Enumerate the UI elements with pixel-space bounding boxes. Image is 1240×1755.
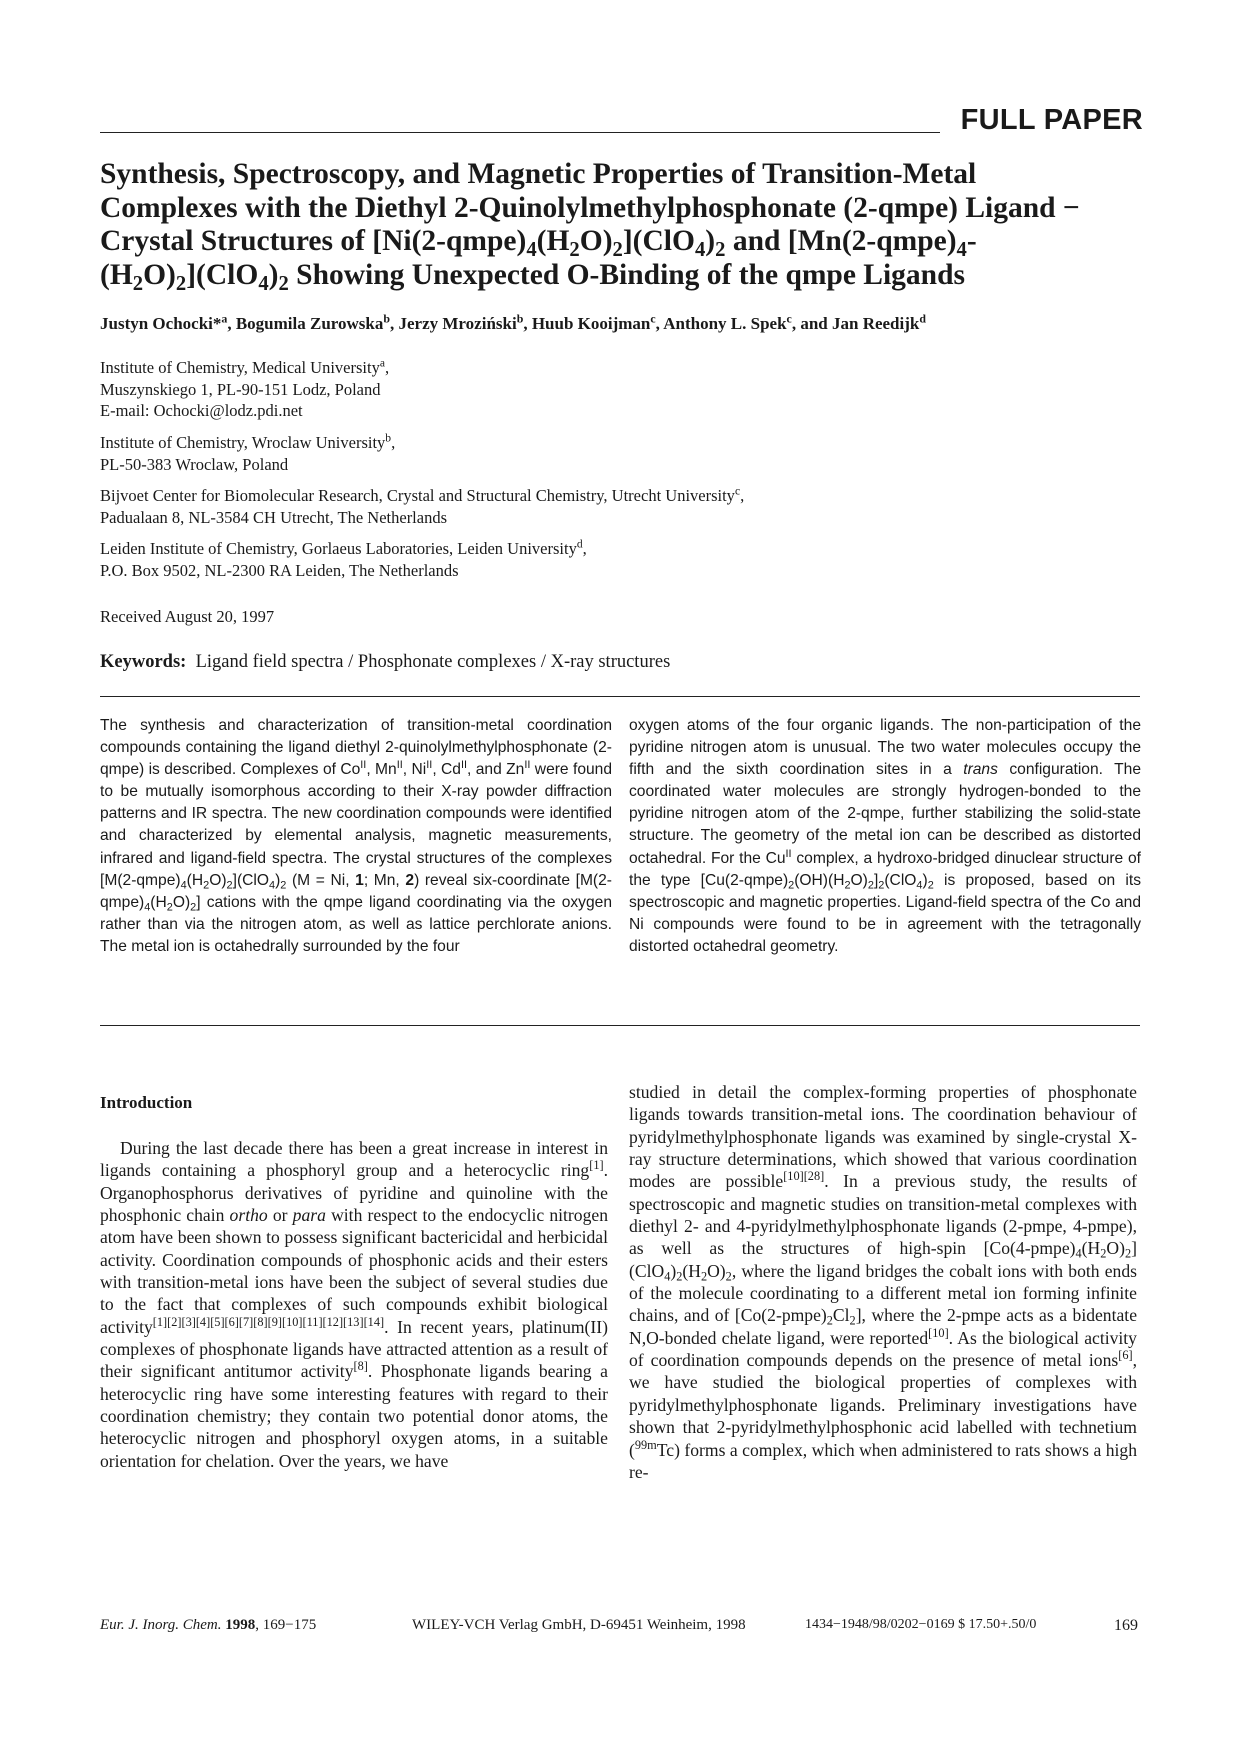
author: Justyn Ochocki* (100, 314, 222, 333)
abstract-left-column: The synthesis and characterization of transition-metal coordination compounds containing the ligand diethyl 2-quinolylmethylphosphonate (2-qmpe) is described. Complexes of $Co^{II}$, $Mn^{II}$, $Ni^{II}$, $Cd^{II}$, and $Zn^{II}$ were found to be mutually isomorphous according to their X-ray powder diffraction patterns and IR spectra. The new coordination compounds were identified and characterized by elemental analysis, magnetic measurements, infrared and ligand-field spectra. The crystal structures of the complexes $[M(2-qmpe)_4(H_2O)_2](ClO_4)_2$ (M = Ni, 1; Mn, 2) reveal six-coordinate $[M(2-qmpe)_4(H_2O)_2]$ cations with the qmpe ligand coordinating via the oxygen rather than via the nitrogen atom, as well as lattice perchlorate anions. The metal ion is octahedrally surrounded by the four (100, 717, 613, 955)
author: Jerzy Mroziński (398, 314, 517, 333)
title-line-3: Crystal Structures of $[Ni(2-qmpe)_4(H_2O)_2](ClO_4)_2$ and [$Mn(2-qmpe)_4-$ (100, 225, 977, 262)
affiliation-d: Leiden Institute of Chemistry, Gorlaeus Laboratories, Leiden University$^d$, P.O. Box 9502, NL-2300 RA Leiden, The Netherlands (100, 538, 587, 580)
affiliation-c: Bijvoet Center for Biomolecular Research, Crystal and Structural Chemistry, Utrecht University$^c$, Padualaan 8, NL-3584 CH Utrecht, The Netherlands (100, 485, 745, 527)
keywords: Keywords: Ligand field spectra / Phosphonate complexes / X-ray structures (100, 652, 671, 672)
divider-top (100, 696, 1140, 697)
author-list: Justyn Ochocki*$^a$, Bogumila Zurowska$^b$, Jerzy Mroziński$^b$, Huub Kooijman$^c$, Anthony L. Spek$^c$, and Jan Reedijk$^d$ (100, 311, 926, 333)
intro-right-column: studied in detail the complex-forming properties of phosphonate ligands towards transition-metal ions. The coordination behaviour of pyridylmethylphosphonate ligands was examined by single-crystal X-ray structure determinations, which showed that various coordination modes are possible[10][28]. In a previous study, the results of spectroscopic and magnetic studies on transition-metal complexes with diethyl 2- and 4-pyridylmethylphosphonate ligands (2-pmpe, 4-pmpe), as well as the structures of high-spin $[Co(4-pmpe)_4(H_2O)_2](ClO_4)_2(H_2O)_2$, where the ligand bridges the cobalt ions with both ends of the molecule coordinating to a different metal ion forming infinite chains, and of $[Co(2-pmpe)_2Cl_2]$, where the 2-pmpe acts as a bidentate N,O-bonded chelate ligand, were reported[10]. As the biological activity of coordination compounds depends on the presence of metal ions[6], we have studied the biological properties of complexes with pyridylmethylphosphonate ligands. Preliminary investigations have shown that 2-pyridylmethylphosphonic acid labelled with technetium ($^{99m}$Tc) forms a complex, which when administered to rats shows a high re- (629, 1082, 1137, 1482)
section-label: FULL PAPER (960, 104, 1143, 136)
intro-left-column: During the last decade there has been a great increase in interest in ligands containing a phosphoryl group and a heterocyclic ring[1]. Organophosphorus derivatives of pyridine and quinoline with the phosphonic chain ortho or para with respect to the endocyclic nitrogen atom have been shown to possess significant bactericidal and herbicidal activity. Coordination compounds of phosphonic acids and their esters with transition-metal ions have been the subject of several studies due to the fact that complexes of such compounds exhibit biological activity[1][2][3][4][5][6][7][8][9][10][11][12][13][14]. In recent years, platinum(II) complexes of phosphonate ligands have attracted attention as a result of their significant antitumor activity[8]. Phosphonate ligands bearing a heterocyclic ring have some interesting features with regard to their coordination chemistry; they contain two potential donor atoms, the heterocyclic nitrogen and phosphoryl oxygen atoms, in a suitable orientation for chelation. Over the years, we have (100, 1138, 608, 1471)
footer-citation: Eur. J. Inorg. Chem. 1998, 169−175 (100, 1617, 317, 1633)
author: Anthony L. Spek (663, 314, 787, 333)
affiliation-a: Institute of Chemistry, Medical University$^a$, Muszynskiego 1, PL-90-151 Lodz, Poland E-mail: Ochocki@lodz.pdi.net (100, 357, 390, 420)
author: Huub Kooijman (531, 314, 651, 333)
title-line-1: Synthesis, Spectroscopy, and Magnetic Properties of Transition-Metal (100, 158, 977, 190)
footer-issn: 1434−1948/98/0202−0169 $ 17.50+.50/0 (805, 1617, 1037, 1632)
author: Bogumila Zurowska (235, 314, 384, 333)
title-line-4: $(H_2O)_2](ClO_4)_2$ Showing Unexpected O-Binding of the qmpe Ligands (100, 258, 965, 295)
author: Jan Reedijk (831, 314, 920, 333)
paper-title (100, 158, 1140, 295)
page-number: 169 (1114, 1617, 1138, 1634)
received-date: Received August 20, 1997 (100, 607, 275, 626)
header-rule (100, 132, 940, 133)
divider-bottom (100, 1025, 1140, 1026)
email-address: E-mail: Ochocki@lodz.pdi.net (100, 401, 303, 420)
abstract-right-column: oxygen atoms of the four organic ligands. The non-participation of the pyridine nitrogen atom is unusual. The two water molecules occupy the fifth and the sixth coordination sites in a trans configuration. The coordinated water molecules are strongly hydrogen-bonded to the pyridine nitrogen atom of the 2-qmpe, further stabilizing the solid-state structure. The geometry of the metal ion can be described as distorted octahedral. For the $Cu^{II}$ complex, a hydroxo-bridged dinuclear structure of the type $[Cu(2-qmpe)_2(OH)(H_2O)_2]_2(ClO_4)_2$ is proposed, based on its spectroscopic and magnetic properties. Ligand-field spectra of the Co and Ni compounds were found to be in agreement with the tetragonally distorted octahedral geometry. (629, 717, 1141, 955)
affiliation-b: Institute of Chemistry, Wroclaw University$^b$, PL-50-383 Wroclaw, Poland (100, 432, 396, 474)
footer-publisher: WILEY-VCH Verlag GmbH, D-69451 Weinheim, 1998 (412, 1617, 746, 1633)
section-heading: Introduction (100, 1093, 193, 1112)
title-line-2: Complexes with the Diethyl 2-Quinolylmethylphosphonate (2-qmpe) Ligand − (100, 191, 1080, 224)
